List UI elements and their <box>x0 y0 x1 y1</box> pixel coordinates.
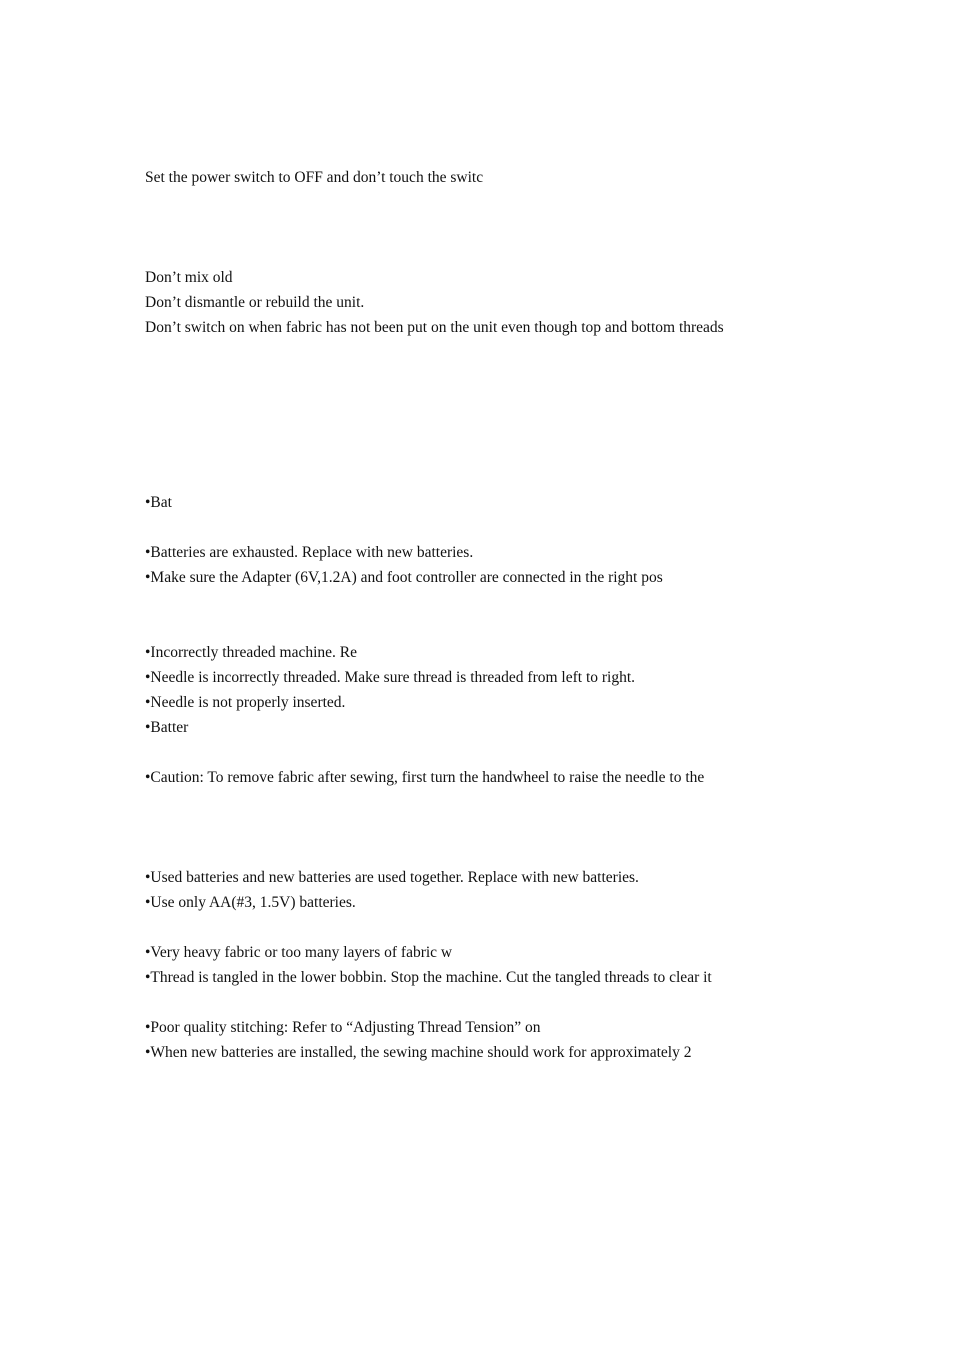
bullet-poor-stitching: •Poor quality stitching: Refer to “Adjusting Thread Tension” on <box>145 1019 541 1036</box>
power-switch-instruction: Set the power switch to OFF and don’t touch the switc <box>145 169 484 186</box>
warning-switch-on-without-fabric: Don’t switch on when fabric has not been put on the unit even though top and bottom threads <box>145 319 724 336</box>
bullet-batter: •Batter <box>145 719 189 736</box>
bullet-incorrectly-threaded-machine: •Incorrectly threaded machine. Re <box>145 644 357 661</box>
bullet-needle-not-inserted: •Needle is not properly inserted. <box>145 694 346 711</box>
bullet-needle-incorrectly-threaded: •Needle is incorrectly threaded. Make sure thread is threaded from left to right. <box>145 669 636 686</box>
bullet-batteries-exhausted: •Batteries are exhausted. Replace with new batteries. <box>145 544 474 561</box>
warning-mix-old: Don’t mix old <box>145 269 233 286</box>
bullet-use-aa-batteries: •Use only AA(#3, 1.5V) batteries. <box>145 894 356 911</box>
bullet-caution-remove-fabric: •Caution: To remove fabric after sewing, first turn the handwheel to raise the needle to the <box>145 769 705 786</box>
bullet-new-batteries-duration: •When new batteries are installed, the sewing machine should work for approximately 2 <box>145 1044 692 1061</box>
bullet-used-and-new-batteries: •Used batteries and new batteries are used together. Replace with new batteries. <box>145 869 639 886</box>
bullet-bat: •Bat <box>145 494 172 511</box>
warning-dismantle: Don’t dismantle or rebuild the unit. <box>145 294 365 311</box>
bullet-heavy-fabric: •Very heavy fabric or too many layers of fabric w <box>145 944 453 961</box>
bullet-thread-tangled: •Thread is tangled in the lower bobbin. Stop the machine. Cut the tangled threads to clear it <box>145 969 712 986</box>
bullet-adapter-check: •Make sure the Adapter (6V,1.2A) and foot controller are connected in the right pos <box>145 569 663 586</box>
